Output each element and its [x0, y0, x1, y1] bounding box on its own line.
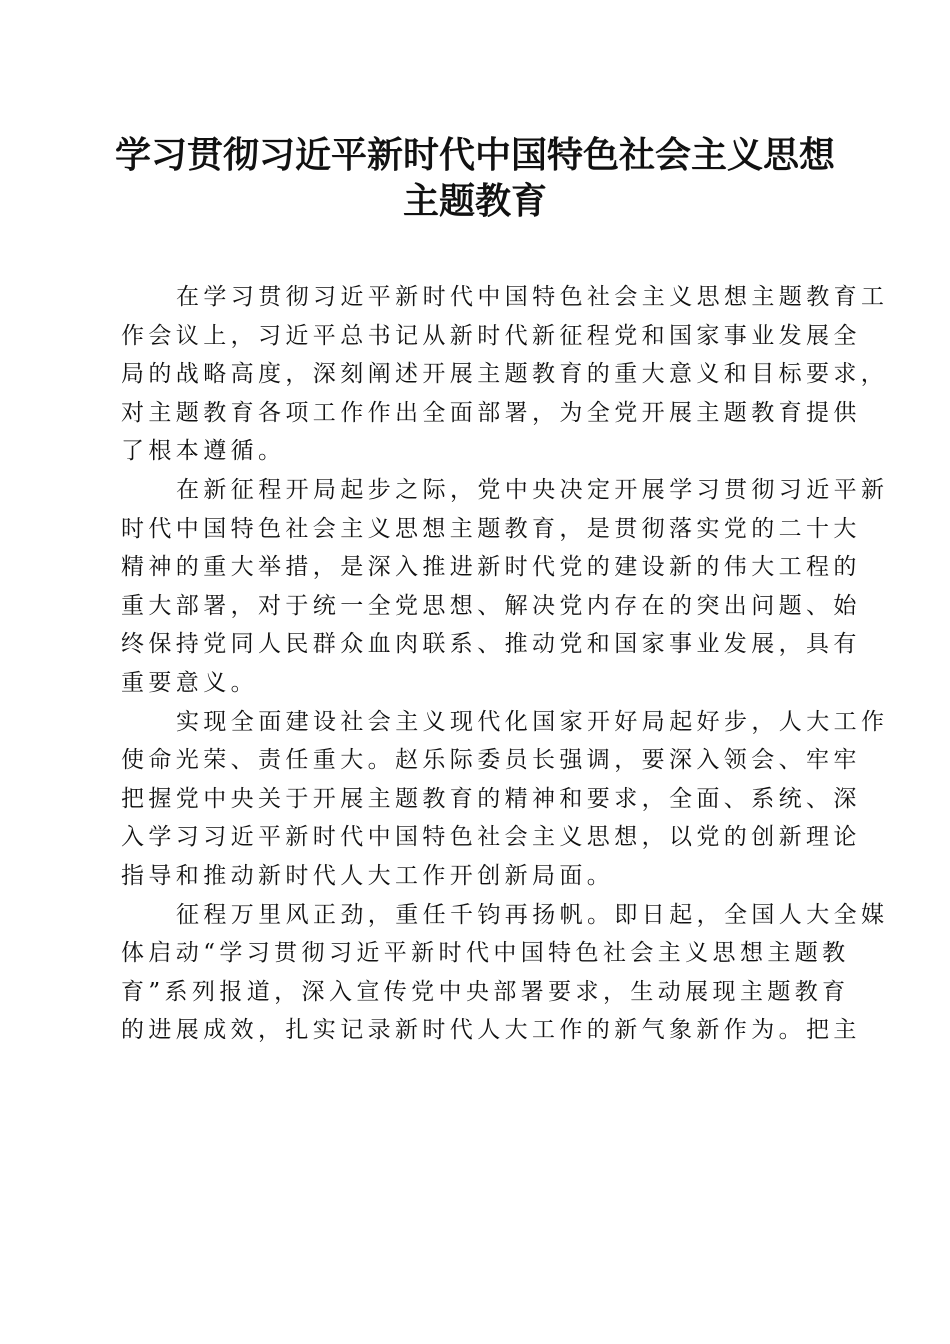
text-line: 终保持党同人民群众血肉联系、推动党和国家事业发展，具有	[121, 631, 861, 658]
text-line: 局的战略高度，深刻阐述开展主题教育的重大意义和目标要求，	[121, 361, 889, 388]
paragraph-2	[121, 471, 889, 703]
text-line: 实现全面建设社会主义现代化国家开好局起好步，人大工作	[176, 708, 889, 735]
paragraph-4	[121, 896, 889, 1050]
text-line: 体启动“学习贯彻习近平新时代中国特色社会主义思想主题教	[121, 940, 850, 967]
title-line-1: 学习贯彻习近平新时代中国特色社会主义思想	[114, 134, 835, 176]
text-line: 作会议上，习近平总书记从新时代新征程党和国家事业发展全	[121, 322, 861, 349]
text-line: 入学习习近平新时代中国特色社会主义思想，以党的创新理论	[121, 824, 861, 851]
title-line-2: 主题教育	[402, 180, 547, 222]
text-line: 在学习贯彻习近平新时代中国特色社会主义思想主题教育工	[176, 284, 889, 310]
document-title	[100, 132, 850, 224]
text-line: 育”系列报道，深入宣传党中央部署要求，生动展现主题教育	[121, 978, 850, 1005]
text-line: 指导和推动新时代人大工作开创新局面。	[121, 862, 615, 889]
text-line: 征程万里风正劲，重任千钧再扬帆。即日起，全国人大全媒	[176, 901, 889, 928]
paragraph-3	[121, 703, 889, 896]
text-line: 使命光荣、责任重大。赵乐际委员长强调，要深入领会、牢牢	[121, 747, 861, 774]
text-line: 对主题教育各项工作作出全面部署，为全党开展主题教育提供	[121, 399, 861, 426]
text-line: 的进展成效，扎实记录新时代人大工作的新气象新作为。把主	[121, 1017, 861, 1044]
paragraph-1	[121, 278, 889, 471]
text-line: 精神的重大举措，是深入推进新时代党的建设新的伟大工程的	[121, 554, 861, 581]
text-line: 重要意义。	[121, 669, 258, 696]
text-line: 时代中国特色社会主义思想主题教育，是贯彻落实党的二十大	[121, 515, 861, 542]
text-line: 把握党中央关于开展主题教育的精神和要求，全面、系统、深	[121, 785, 861, 812]
text-line: 了根本遵循。	[121, 438, 286, 465]
text-line: 重大部署，对于统一全党思想、解决党内存在的突出问题、始	[121, 592, 861, 619]
text-line: 在新征程开局起步之际，党中央决定开展学习贯彻习近平新	[176, 476, 889, 503]
document-body	[121, 278, 889, 1050]
